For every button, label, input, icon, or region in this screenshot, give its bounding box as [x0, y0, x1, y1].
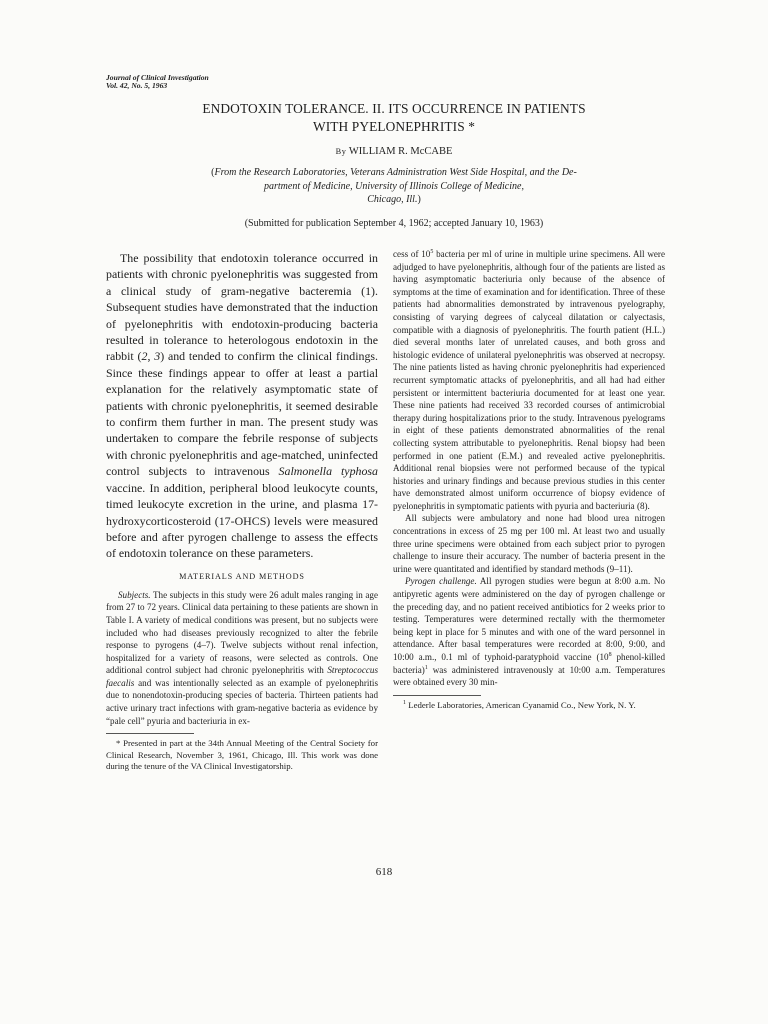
footnote-rule [393, 695, 481, 696]
article-title [120, 100, 668, 135]
byline-prefix: By [335, 147, 347, 156]
affiliation-open-paren: ( [211, 167, 215, 178]
journal-name: Journal of Clinical Investigation [106, 73, 209, 82]
pyrogen-challenge-paragraph: Pyrogen challenge. All pyrogen studies were begun at 8:00 a.m. No antipyretic agents were administered on the day of pyrogen challenge or the preceding day, and no patient received antibiotics for 2 weeks prior to testing. Temperatures were determined rectally with the thermometer being kept in place for 5 minutes and with one of the ward personnel in attendance. After basal temperatures were recorded at 8:00, 9:00, and 10:00 a.m., 0.1 ml of typhoid-paratyphoid vaccine ($10^8$ phenol-killed bacteria)$^1$ was administered intravenously at 10:00 a.m. Temperatures were obtained every 30 min- [393, 576, 665, 688]
reference-3: 3 [154, 349, 161, 364]
title-line-2: WITH PYELONEPHRITIS * [312, 118, 476, 134]
page-number: 618 [375, 866, 393, 878]
reference-2: 2 [141, 349, 148, 364]
submission-dates: (Submitted for publication September 4, 1962; accepted January 10, 1963) [244, 218, 544, 229]
affiliation-line-3: Chicago, Ill. [367, 194, 418, 205]
footnote-marker: 1 [424, 664, 428, 671]
urine-methods-paragraph: All subjects were ambulatory and none had blood urea nitrogen concentrations in excess of 25 mg per 100 ml. At least two and usually three urine specimens were obtained from each subject prior to pyrogen challenge to insure their accuracy. The number of bacteria present in the urine were quantitated and identified by standard methods (9–11). [393, 513, 665, 574]
organism-name: Salmonella typhosa [278, 464, 378, 479]
footnote-rule [106, 733, 194, 734]
byline [120, 146, 668, 157]
affiliation-line-1: From the Research Laboratories, Veterans Administration West Side Hospital, and the De- [214, 167, 577, 178]
footnote-1: $^1$ Lederle Laboratories, American Cyanamid Co., New York, N. Y. [403, 699, 636, 710]
author-name: WILLIAM R. McCABE [348, 146, 453, 157]
affiliation-close-paren: ) [417, 194, 421, 205]
section-heading: MATERIALS AND METHODS [179, 571, 305, 581]
affiliation-line-2: partment of Medicine, University of Illinois College of Medicine, [264, 180, 524, 192]
subjects-paragraph: Subjects. The subjects in this study were 26 adult males ranging in age from 27 to 72 years. Clinical data pertaining to these patients are shown in Table I. A variety of medical conditions was present, but no subjects were included who had diseases previously recognized to alter the febrile response to pyrogens (4–7). Twelve subjects without renal infection, hospitalized for a variety of reasons, were selected as controls. One additional control subject had chronic pyelonephritis with Streptococcus faecalis and was intentionally selected as an example of pyelonephritis due to nonendotoxin-producing species of bacteria. Thirteen patients had active urinary tract infections with gram-negative bacteria as evidence by “pale cell” pyuria and bacteriuria in ex- [106, 589, 378, 726]
journal-volume: Vol. 42, No. 5, 1963 [106, 81, 168, 91]
intro-paragraph: The possibility that endotoxin tolerance occurred in patients with chronic pyelonephritis was suggested from a clinical study of gram-negative bacteremia (1). Subsequent studies have demonstrated that the induction of pyelonephritis with endotoxin-producing bacteria resulted in tolerance to heterologous endotoxin in the rabbit (2, 3) and tended to confirm the clinical findings. Since these findings appear to offer at least a partial explanation for the relatively asymptomatic state of patients with chronic pyelonephritis, it seemed desirable to confirm them further in man. The present study was undertaken to compare the febrile response of subjects with chronic pyelonephritis and age-matched, uninfected control subjects to intravenous Salmonella typhosa vaccine. In addition, peripheral blood leukocyte counts, timed leukocyte excretion in the urine, and plasma 17-hydroxycorticosteroid (17-OHCS) levels were measured before and after pyrogen challenge to assess the effects of endotoxin tolerance on these parameters. [106, 251, 378, 561]
subjects-lead: Subjects. [118, 589, 151, 600]
right-column [393, 248, 665, 711]
organism-name: Streptococcus faecalis [106, 665, 378, 688]
affiliation [150, 166, 638, 207]
title-line-1: ENDOTOXIN TOLERANCE. II. ITS OCCURRENCE IN PATIENTS [202, 101, 586, 116]
journal-citation [106, 74, 209, 90]
subjects-continued-paragraph: cess of $10^5$ bacteria per ml of urine in multiple urine specimens. All were adjudged to have pyelonephritis, although four of the patients are listed as having asymptomatic bacteriuria only because of the absence of symptoms at the time of examination and for identification. Three of these patients had abnormalities demonstrated by intravenous pyelography, consisting of varying degrees of calyceal dilatation or calyectasis, compatible with a diagnosis of pyelonephritis. The fourth patient (H.L.) died several months later of unrelated causes, and both gross and histologic evidence of unilateral pyelonephritis was observed at necropsy. The nine patients listed as having chronic pyelonephritis had experienced recurrent symptomatic attacks of pyelonephritis, and all had had either persistent or intermittent bacteriuria documented for at least one year. These nine patients had received 33 recorded courses of antimicrobial therapy during hospitalizations prior to the study. Intravenous pyelograms in eight of these patients demonstrated abnormalities of the renal collecting system attributable to pyelonephritis. Renal biopsy had been performed in one patient (E.M.) and revealed active pyelonephritis. Additional renal biopsies were not performed because of the typical histories and urinary findings and because previous studies in this center have demonstrated almost uniform occurrence of biopsy evidence of pyelonephritis in symptomatic patients with pyuria and bacteriuria (8). [393, 248, 666, 511]
pyrogen-lead: Pyrogen challenge. [405, 576, 477, 587]
left-column [106, 248, 378, 773]
footnote-asterisk: * Presented in part at the 34th Annual Meeting of the Central Society for Clinical Research, November 3, 1961, Chicago, Ill. This work was done during the tenure of the VA Clinical Investigatorship. [106, 738, 378, 772]
